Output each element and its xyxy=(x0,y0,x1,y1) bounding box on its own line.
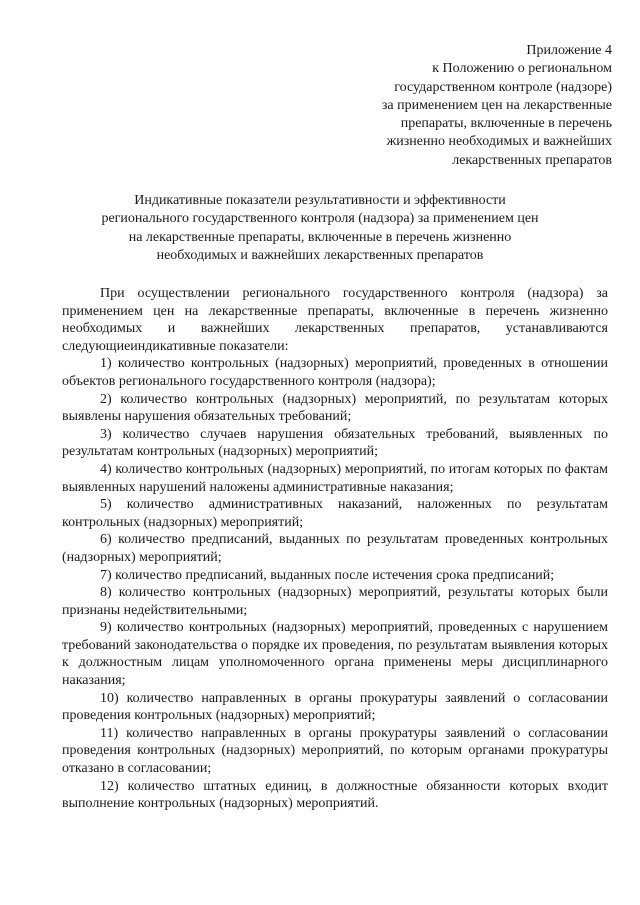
indicator-item: 2) количество контрольных (надзорных) мероприятий, по результатам которых выявлены нарушения обязательных требований; xyxy=(62,391,608,425)
indicator-item: 12) количество штатных единиц, в должностные обязанности которых входит выполнение контрольных (надзорных) мероприятий. xyxy=(62,778,608,812)
indicator-item: 1) количество контрольных (надзорных) мероприятий, проведенных в отношении объектов регионального государственного контроля (надзора); xyxy=(62,356,608,389)
appendix-line: лекарственных препаратов xyxy=(452,152,612,168)
title-line: Индикативные показатели результативности и эффективности xyxy=(134,193,506,208)
indicator-item: 10) количество направленных в органы прокуратуры заявлений о согласовании проведения контрольных (надзорных) мероприятий; xyxy=(62,690,608,724)
indicator-item: 3) количество случаев нарушения обязательных требований, выявленных по результатам контрольных (надзорных) мероприятий; xyxy=(62,426,608,460)
indicator-item: 6) количество предписаний, выданных по результатам проведенных контрольных (надзорных) мероприятий; xyxy=(62,532,608,565)
title-line: необходимых и важнейших лекарственных препаратов xyxy=(156,247,484,263)
appendix-line: государственном контроле (надзоре) xyxy=(394,79,612,95)
appendix-line: к Положению о региональном xyxy=(432,61,612,77)
title-line: регионального государственного контроля (надзора) за применением цен xyxy=(101,211,539,227)
title-line: на лекарственные препараты, включенные в перечень жизненно xyxy=(128,229,512,245)
document-body xyxy=(62,285,608,813)
indicator-item: 5) количество административных наказаний, наложенных по результатам контрольных (надзорных) мероприятий; xyxy=(62,497,608,530)
indicator-item: 11) количество направленных в органы прокуратуры заявлений о согласовании проведения контрольных (надзорных) мероприятий, по которым органами прокуратуры отказано в согласовании; xyxy=(62,725,608,777)
appendix-line: препараты, включенные в перечень xyxy=(400,116,612,132)
indicator-item: 8) количество контрольных (надзорных) мероприятий, результаты которых были признаны недействительными; xyxy=(62,585,608,618)
intro-paragraph: При осуществлении регионального государственного контроля (надзора) за применением цен на лекарственные препараты, включенные в перечень жизненно необходимых и важнейших лекарственных препаратов, устанавливаются следующиеиндикативные показатели: xyxy=(62,286,608,354)
appendix-line: жизненно необходимых и важнейших xyxy=(386,134,612,150)
appendix-line: Приложение 4 xyxy=(526,43,612,58)
appendix-header xyxy=(332,42,612,170)
appendix-line: за применением цен на лекарственные xyxy=(381,97,612,113)
indicator-item: 4) количество контрольных (надзорных) мероприятий, по итогам которых по фактам выявленных нарушений наложены административные наказания; xyxy=(62,461,608,495)
indicator-item: 7) количество предписаний, выданных после истечения срока предписаний; xyxy=(100,567,555,583)
document-title xyxy=(60,192,580,265)
indicator-item: 9) количество контрольных (надзорных) мероприятий, проведенных с нарушением требований законодательства о порядке их проведения, по результатам выявления которых к должностным лицам уполномоченного органа применены меры дисциплинарного наказания; xyxy=(62,620,608,689)
